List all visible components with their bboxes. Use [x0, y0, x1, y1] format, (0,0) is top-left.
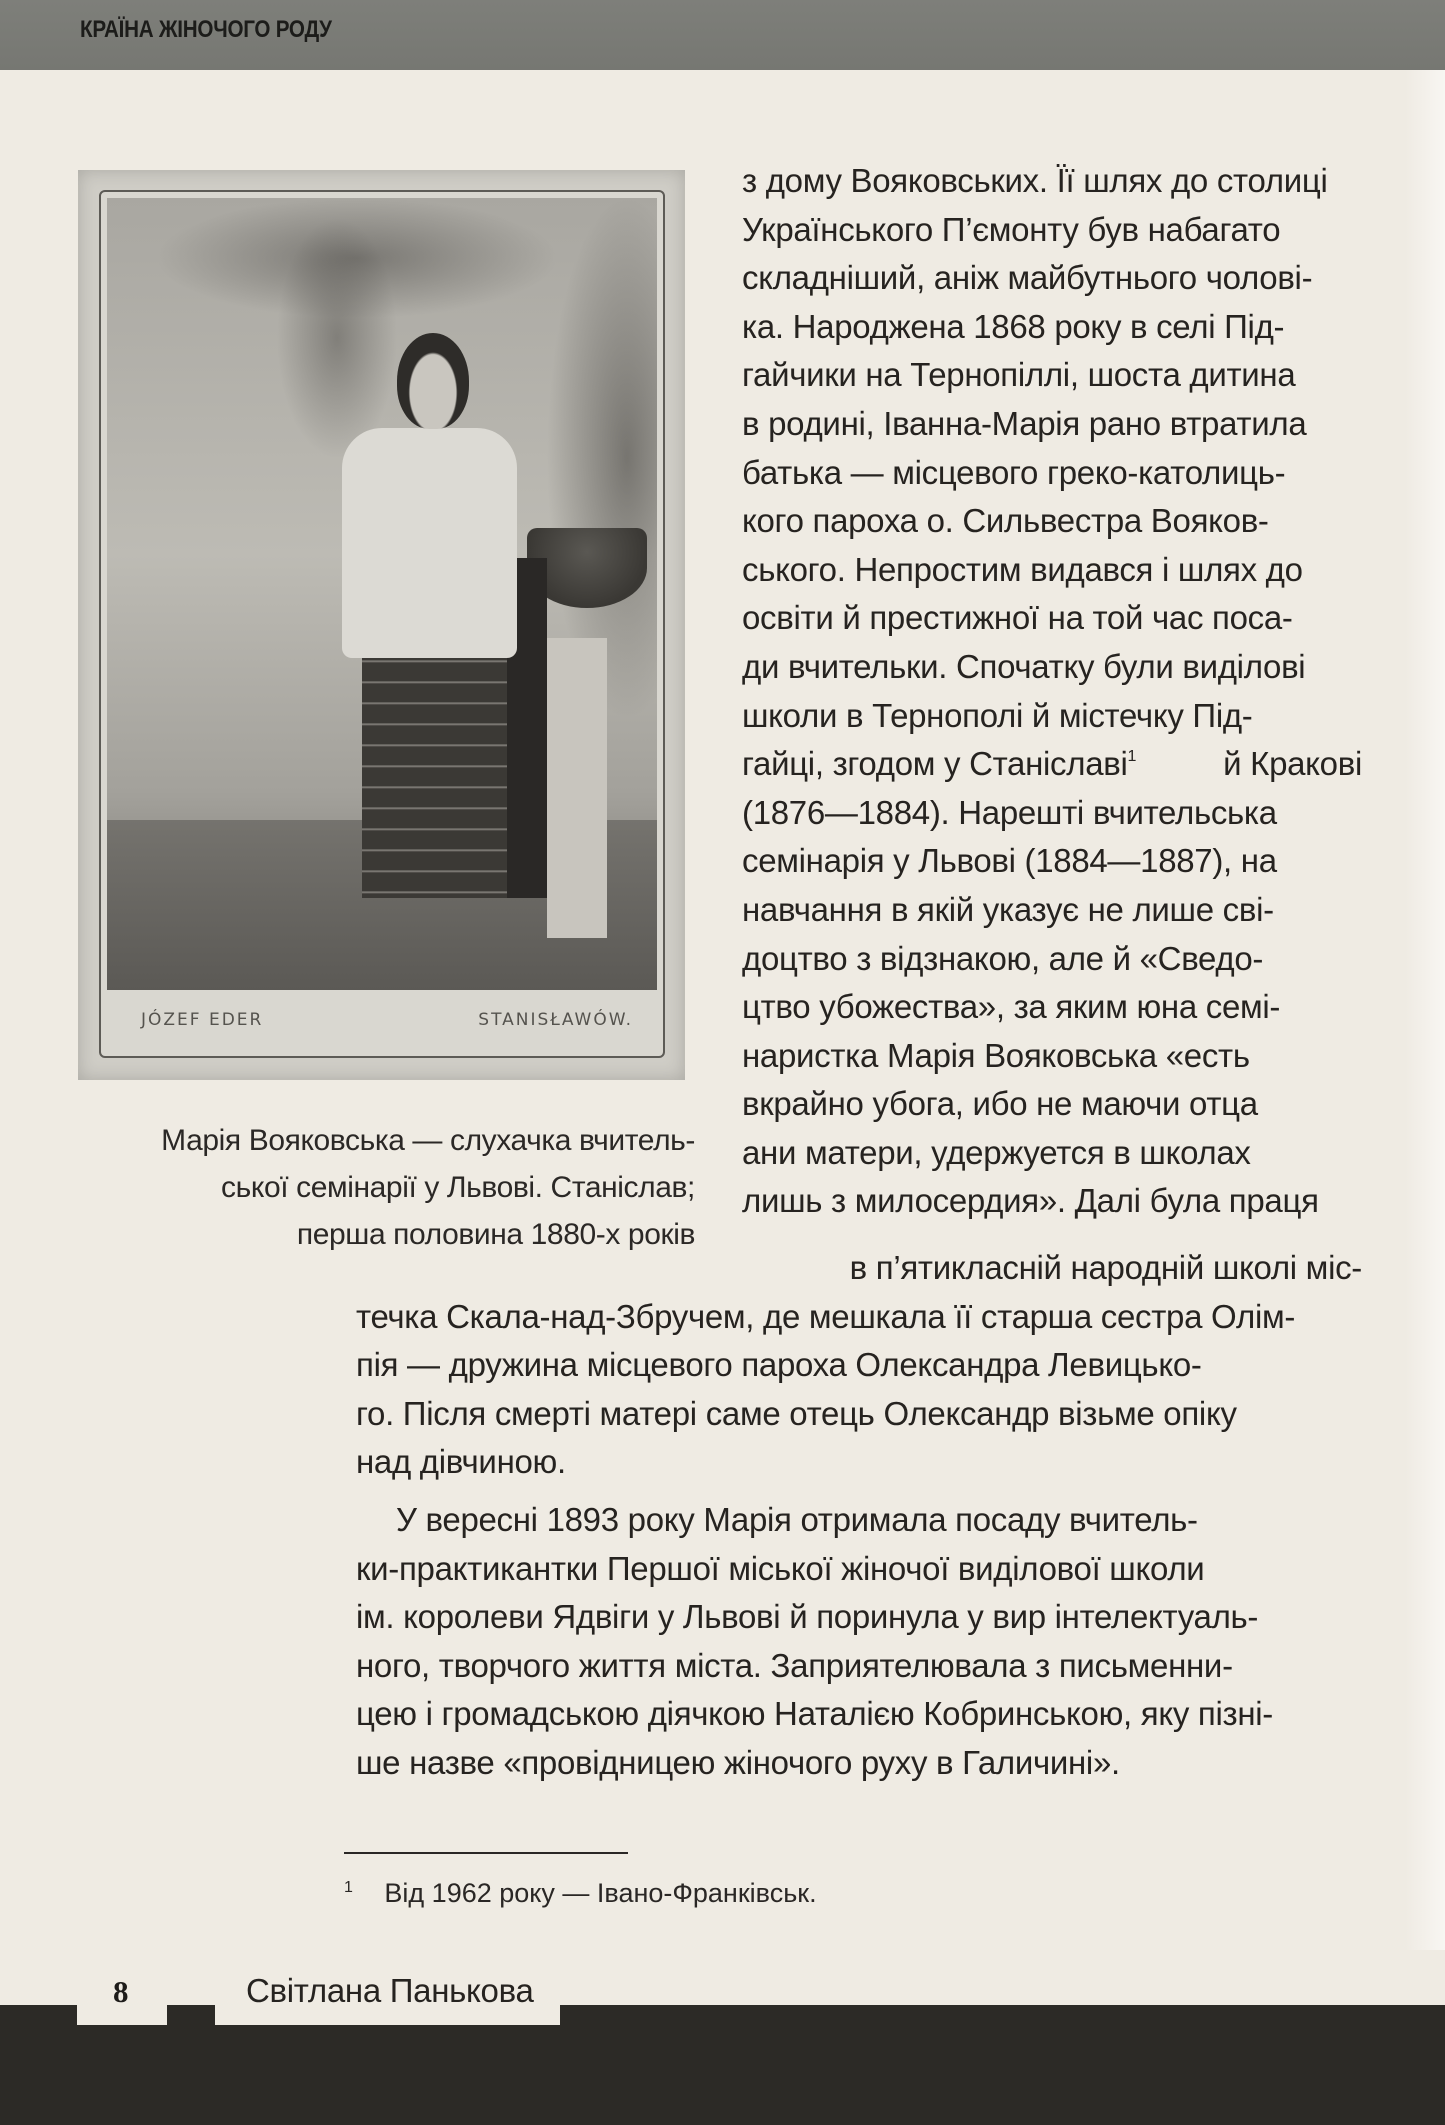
text-line: навчання в якій указує не лише сві-: [742, 890, 1274, 928]
author-name: Світлана Панькова: [246, 1972, 534, 2009]
text-line: вкрайно убога, ибо не маючи отца: [742, 1085, 1258, 1123]
text-line: цею і громадською діячкою Наталією Кобринською, яку пізні-: [356, 1695, 1273, 1733]
body-wide: [356, 1244, 1362, 1788]
text-line: доцтво з відзнакою, але й «Сведо-: [742, 939, 1264, 977]
text-line: ка. Народжена 1868 року в селі Під-: [742, 307, 1285, 345]
archival-photo: [78, 170, 685, 1080]
page-edge-shade: [1405, 70, 1445, 1950]
text-line: ше назве «провідницею жіночого руху в Галичині».: [356, 1743, 1120, 1781]
balustrade-pillar: [547, 638, 607, 938]
figure-shirt: [342, 428, 517, 658]
text-line: лишь з милосердия». Далі була праця: [742, 1182, 1319, 1220]
text-line: цтво убожества», за яким юна семі-: [742, 988, 1281, 1026]
footnote-reference[interactable]: 1: [1127, 748, 1137, 766]
text-line: ди вчительки. Спочатку були виділові: [742, 647, 1306, 685]
footnote-mark: 1: [344, 1879, 353, 1896]
text-fragment: й Кракові: [1223, 745, 1362, 783]
text-line: ім. королеви Ядвіги у Львові й поринула у вир інтелектуаль-: [356, 1598, 1259, 1636]
text-line: семінарія у Львові (1884—1887), на: [742, 842, 1277, 880]
text-line: ного, творчого життя міста. Заприятелювала з письменни-: [356, 1646, 1233, 1684]
body-column: [742, 157, 1362, 1226]
footnote-text: Від 1962 року — Івано-Франківськ.: [384, 1878, 817, 1908]
text-line: ського. Непростим видався і шлях до: [742, 550, 1303, 588]
text-line: ани матери, удержуется в школах: [742, 1133, 1251, 1171]
text-line: пія — дружина місцевого пароха Олександра Левицько-: [356, 1346, 1202, 1384]
caption-line: ської семінарії у Львові. Станіслав;: [221, 1171, 695, 1204]
footnote: [344, 1878, 817, 1909]
text-line: освіти й престижної на той час поса-: [742, 599, 1293, 637]
text-line: в родині, Іванна-Марія рано втратила: [742, 404, 1307, 442]
text-line: в п’ятикласній народній школі міс-: [849, 1249, 1362, 1286]
text-line: батька — місцевого греко-католиць-: [742, 453, 1286, 491]
paragraph-start: У вересні 1893 року Марія отримала посаду вчитель-: [396, 1500, 1198, 1538]
text-line: школи в Тернополі й містечку Під-: [742, 696, 1253, 734]
text-line: гайчики на Тернопіллі, шоста дитина: [742, 356, 1296, 394]
running-header-band: [0, 0, 1445, 70]
figure-head: [397, 333, 469, 429]
text-line: наристка Марія Вояковська «есть: [742, 1036, 1250, 1074]
text-line: Українського П’ємонту був набагато: [742, 210, 1281, 248]
text-line-with-footnote: [742, 740, 1362, 789]
text-line: ки-практикантки Першої міської жіночої виділової школи: [356, 1549, 1205, 1587]
text-line: го. Після смерті матері саме отець Олександр візьме опіку: [356, 1394, 1237, 1432]
text-line: складніший, аніж майбутнього чолові-: [742, 259, 1313, 297]
footnote-divider: [344, 1852, 628, 1854]
portrait-image: [107, 198, 657, 990]
text-line: кого пароха о. Сильвестра Вояков-: [742, 502, 1269, 540]
text-line: з дому Вояковських. Її шлях до столиці: [742, 162, 1328, 199]
imprint-city: STANISŁAWÓW.: [478, 1010, 633, 1030]
text-line: течка Скала-над-Збручем, де мешкала її старша сестра Олім-: [356, 1297, 1296, 1335]
text-line: (1876—1884). Нарешті вчительська: [742, 793, 1277, 831]
text-line: над дівчиною.: [356, 1443, 566, 1481]
photo-caption: [60, 1117, 695, 1258]
photographer-imprint: [101, 988, 663, 1048]
photo-frame: [99, 190, 665, 1058]
caption-line: Марія Вояковська — слухачка вчитель-: [161, 1124, 695, 1157]
caption-line: перша половина 1880-х років: [296, 1218, 695, 1251]
page-number: 8: [113, 1974, 129, 2009]
imprint-photographer: JÓZEF EDER: [141, 1010, 264, 1030]
running-title: КРАЇНА ЖІНОЧОГО РОДУ: [80, 16, 332, 43]
text-fragment: гайці, згодом у Станіславі: [742, 745, 1128, 783]
